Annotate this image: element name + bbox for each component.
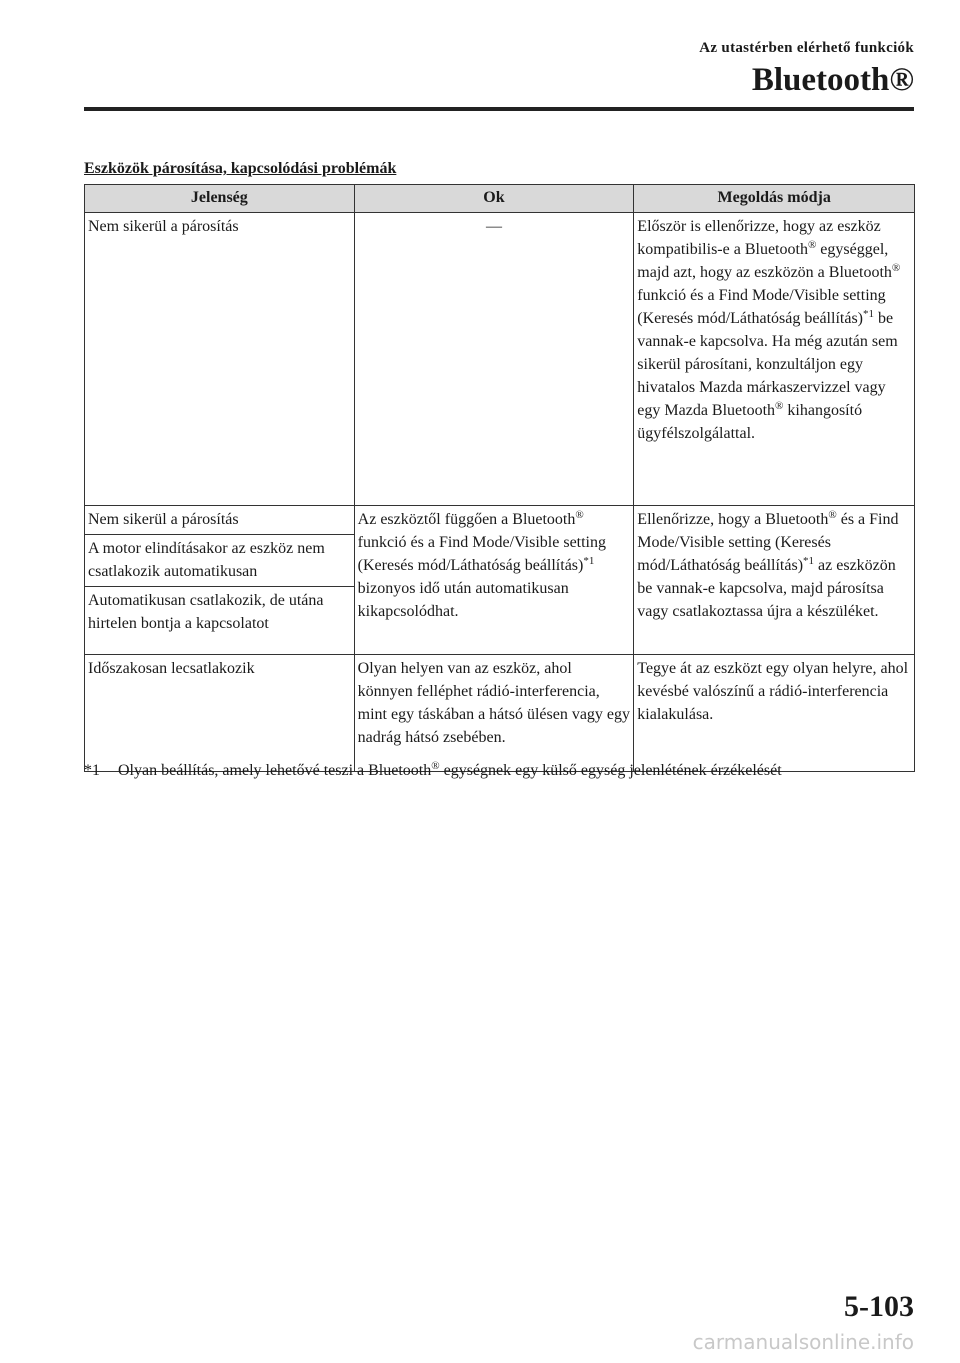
header-cause: Ok [354,185,634,213]
symptom-cell: Nem sikerül a párosítás [85,506,355,535]
symptom-cell: Nem sikerül a párosítás [85,213,355,506]
footnote-text: Olyan beállítás, amely lehetővé teszi a Bluetooth® egységnek egy külső egység jelenlétének érzékelését [118,760,782,779]
solution-cell: Ellenőrizze, hogy a Bluetooth® és a Find Mode/Visible setting (Keresés mód/Láthatóság beállítás)$^{*1}$ az eszközön be vannak-e kapcsolva, majd párosítsa vagy csatlakoztassa újra a készüléket. [634,506,915,655]
header-divider [84,107,914,111]
page-title: Bluetooth® [751,62,914,98]
solution-cell: Először is ellenőrizze, hogy az eszköz kompatibilis-e a Bluetooth® egységgel, majd azt, hogy az eszközön a Bluetooth® funkció és a Find Mode/Visible setting (Keresés mód/Láthatóság beállítás)$^{*1}$ be vannak-e kapcsolva. Ha még azután sem sikerül párosítani, konzultáljon egy hivatalos Mazda márkaszervizzel vagy egy Mazda Bluetooth® kihangosító ügyfélszolgálattal. [634,213,915,506]
cause-cell: — [354,213,634,506]
table-header-row [85,185,915,213]
header-symptom: Jelenség [85,185,355,213]
header-section-label: Az utastérben elérhető funkciók [699,40,914,56]
cause-cell: Az eszköztől függően a Bluetooth® funkció és a Find Mode/Visible setting (Keresés mód/Láthatóság beállítás)$^{*1}$ bizonyos idő után automatikusan kikapcsolódhat. [354,506,634,655]
symptom-cell: Automatikusan csatlakozik, de utána hirtelen bontja a kapcsolatot [85,587,355,655]
page-number: 5-103 [844,1290,914,1323]
footnote-mark: *1 [84,762,100,779]
footnote [84,762,782,780]
troubleshooting-table [84,184,915,772]
table-row [85,213,915,506]
table-row [85,655,915,772]
table-row [85,506,915,535]
header-solution: Megoldás módja [634,185,915,213]
cause-cell: Olyan helyen van az eszköz, ahol könnyen felléphet rádió-interferencia, mint egy táskában a hátsó ülésen vagy egy nadrág hátsó zsebében. [354,655,634,772]
section-title: Eszközök párosítása, kapcsolódási problémák [84,160,397,177]
watermark: carmanualsonline.info [692,1330,914,1354]
solution-cell: Tegye át az eszközt egy olyan helyre, ahol kevésbé valószínű a rádió-interferencia kialakulása. [634,655,915,772]
symptom-cell: Időszakosan lecsatlakozik [85,655,355,772]
symptom-cell: A motor elindításakor az eszköz nem csatlakozik automatikusan [85,535,355,587]
